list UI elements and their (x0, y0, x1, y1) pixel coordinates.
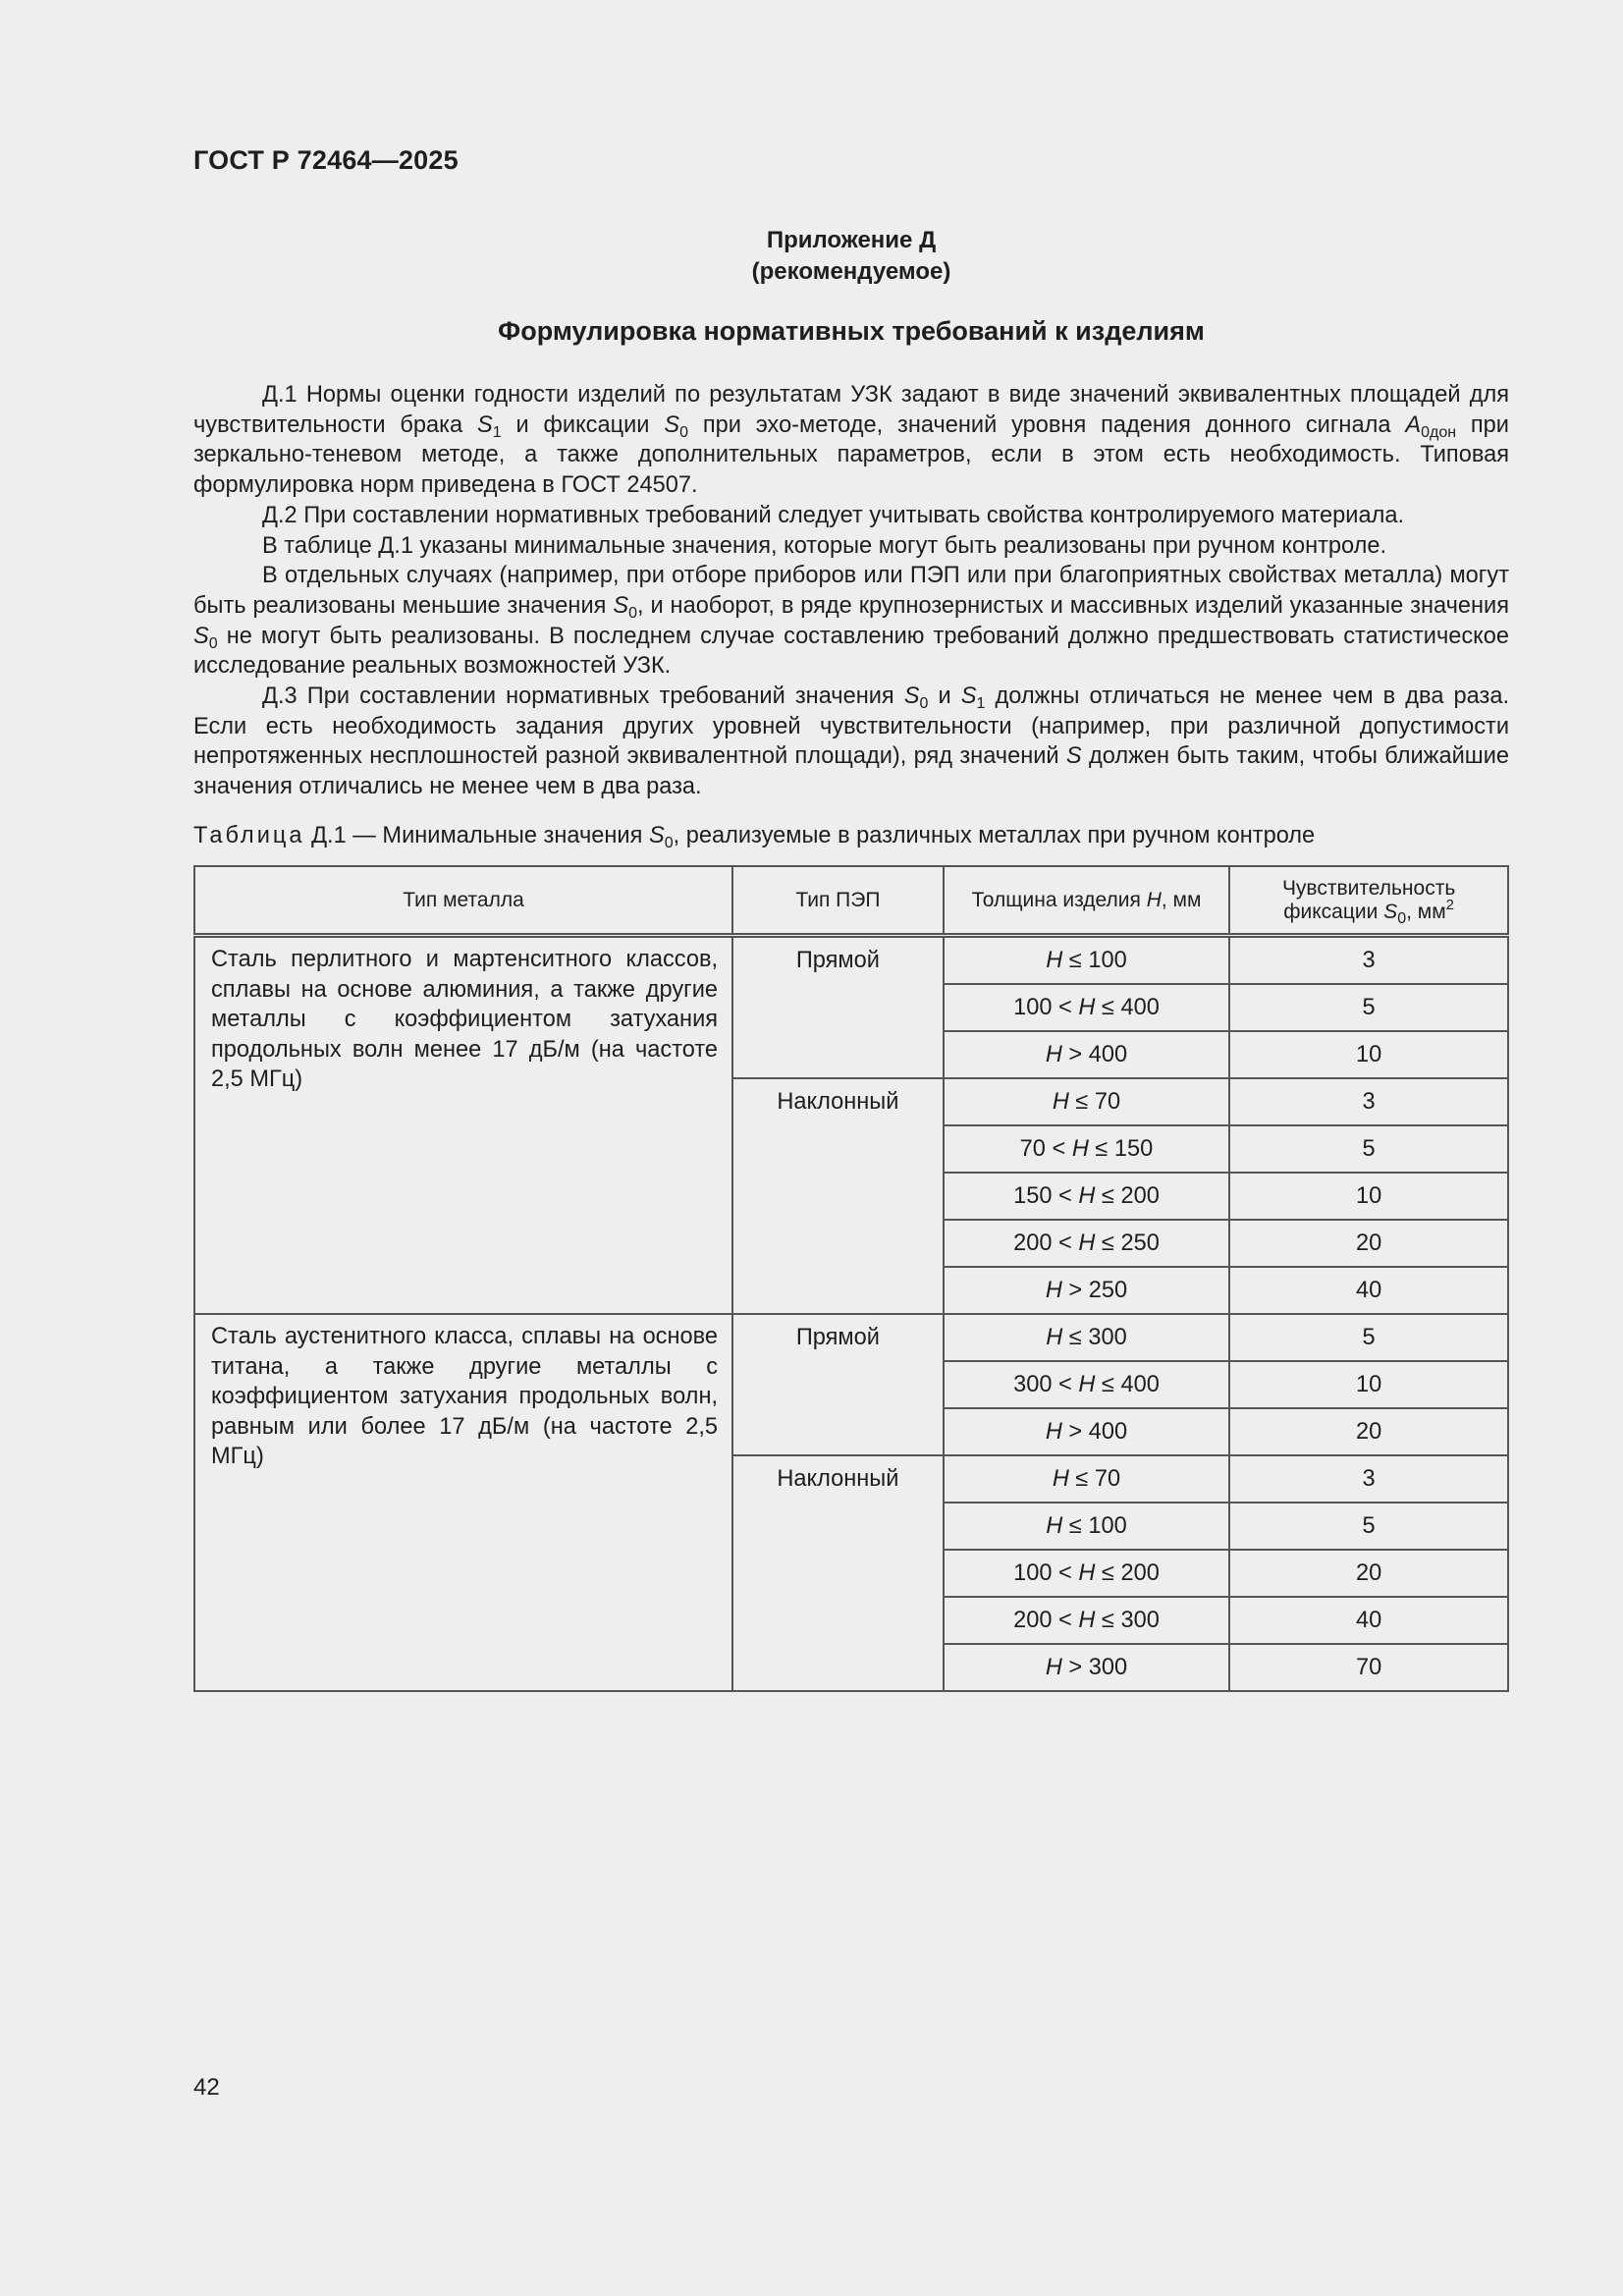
sensitivity-value-cell: 3 (1229, 936, 1508, 985)
header-thickness: Толщина изделия H, мм (944, 866, 1229, 936)
thickness-cell: 100 < H ≤ 200 (944, 1550, 1229, 1597)
sensitivity-value-cell: 10 (1229, 1031, 1508, 1078)
sensitivity-value-cell: 20 (1229, 1220, 1508, 1267)
metal-type-cell: Сталь перлитного и мартенситного классов, сплавы на основе алюминия, а также другие металлы с коэффициентом затухания продольных волн менее 17 дБ/м (на частоте 2,5 МГц) (194, 936, 732, 1315)
annex-title: Приложение Д (766, 227, 937, 253)
thickness-cell: H ≤ 100 (944, 936, 1229, 985)
sensitivity-value-cell: 5 (1229, 1314, 1508, 1361)
sensitivity-value-cell: 10 (1229, 1361, 1508, 1408)
thickness-cell: H > 400 (944, 1031, 1229, 1078)
thickness-cell: 100 < H ≤ 400 (944, 984, 1229, 1031)
probe-type-cell: Наклонный (732, 1078, 944, 1314)
section-title: Формулировка нормативных требований к изделиям (498, 316, 1205, 346)
paragraph-d2-special-cases: В отдельных случаях (например, при отборе приборов или ПЭП или при благоприятных свойствах металла) могут быть реализованы меньшие значения $S_0$, и наоборот, в ряде крупнозернистых и массивных изделий указанные значения $S_0$ не могут быть реализованы. В последнем случае составлению требований должно предшествовать статистическое исследование реальных возможностей УЗК. (193, 563, 1509, 680)
sensitivity-value-cell: 5 (1229, 1125, 1508, 1173)
page-number: 42 (193, 2074, 220, 2101)
thickness-cell: H ≤ 100 (944, 1503, 1229, 1550)
sensitivity-value-cell: 40 (1229, 1597, 1508, 1644)
thickness-cell: H > 250 (944, 1267, 1229, 1314)
thickness-cell: 200 < H ≤ 300 (944, 1597, 1229, 1644)
thickness-cell: H ≤ 70 (944, 1078, 1229, 1125)
table-caption: Таблица Д.1 — Минимальные значения $S_0$, реализуемые в различных металлах при ручном контроле (193, 823, 1316, 851)
sensitivity-value-cell: 3 (1229, 1455, 1508, 1503)
sensitivity-value-cell: 20 (1229, 1408, 1508, 1455)
table-row (194, 936, 1508, 985)
thickness-cell: H > 400 (944, 1408, 1229, 1455)
sensitivity-value-cell: 5 (1229, 984, 1508, 1031)
thickness-cell: 300 < H ≤ 400 (944, 1361, 1229, 1408)
probe-type-cell: Прямой (732, 936, 944, 1079)
paragraph-d2-table-ref: В таблице Д.1 указаны минимальные значения, которые могут быть реализованы при ручном контроле. (262, 532, 1387, 559)
probe-type-cell: Наклонный (732, 1455, 944, 1691)
sensitivity-value-cell: 10 (1229, 1173, 1508, 1220)
paragraph-d3: Д.3 При составлении нормативных требований значения $S_0$ и $S_1$ должны отличаться не менее чем в два раза. Если есть необходимость задания других уровней чувствительности (например, при различной допустимости непротяженных несплошностей разной эквивалентной площади), ряд значений S должен быть таким, чтобы ближайшие значения отличались не менее чем в два раза. (193, 683, 1509, 800)
sensitivity-value-cell: 70 (1229, 1644, 1508, 1691)
header-sensitivity: Чувствительность фиксации $S_0$, $мм^2$ (1229, 866, 1508, 936)
sensitivity-table (193, 865, 1509, 1692)
probe-type-cell: Прямой (732, 1314, 944, 1455)
thickness-cell: H > 300 (944, 1644, 1229, 1691)
table-body (194, 936, 1508, 1692)
paragraph-d1: Д.1 Нормы оценки годности изделий по результатам УЗК задают в виде значений эквивалентных площадей для чувствительности брака $S_1$ и фиксации $S_0$ при эхо-методе, значений уровня падения донного сигнала $A_{0дон}$ при зеркально-теневом методе, а также дополнительных параметров, если в этом есть необходимость. Типовая формулировка норм приведена в ГОСТ 24507. (193, 382, 1509, 499)
paragraph-d2: Д.2 При составлении нормативных требований следует учитывать свойства контролируемого материала. (262, 502, 1405, 528)
sensitivity-value-cell: 40 (1229, 1267, 1508, 1314)
annex-status: (рекомендуемое) (751, 258, 951, 285)
sensitivity-value-cell: 5 (1229, 1503, 1508, 1550)
metal-type-cell: Сталь аустенитного класса, сплавы на основе титана, а также другие металлы с коэффициентом затухания продольных волн, равным или более 17 дБ/м (на частоте 2,5 МГц) (194, 1314, 732, 1691)
header-metal-type: Тип металла (194, 866, 732, 936)
body-text (193, 380, 1509, 802)
table-row (194, 1314, 1508, 1361)
thickness-cell: H ≤ 70 (944, 1455, 1229, 1503)
standard-header: ГОСТ Р 72464—2025 (193, 145, 459, 175)
sensitivity-value-cell: 3 (1229, 1078, 1508, 1125)
sensitivity-value-cell: 20 (1229, 1550, 1508, 1597)
table-header-row (194, 866, 1508, 936)
thickness-cell: 150 < H ≤ 200 (944, 1173, 1229, 1220)
header-probe-type: Тип ПЭП (732, 866, 944, 936)
thickness-cell: 70 < H ≤ 150 (944, 1125, 1229, 1173)
thickness-cell: 200 < H ≤ 250 (944, 1220, 1229, 1267)
thickness-cell: H ≤ 300 (944, 1314, 1229, 1361)
